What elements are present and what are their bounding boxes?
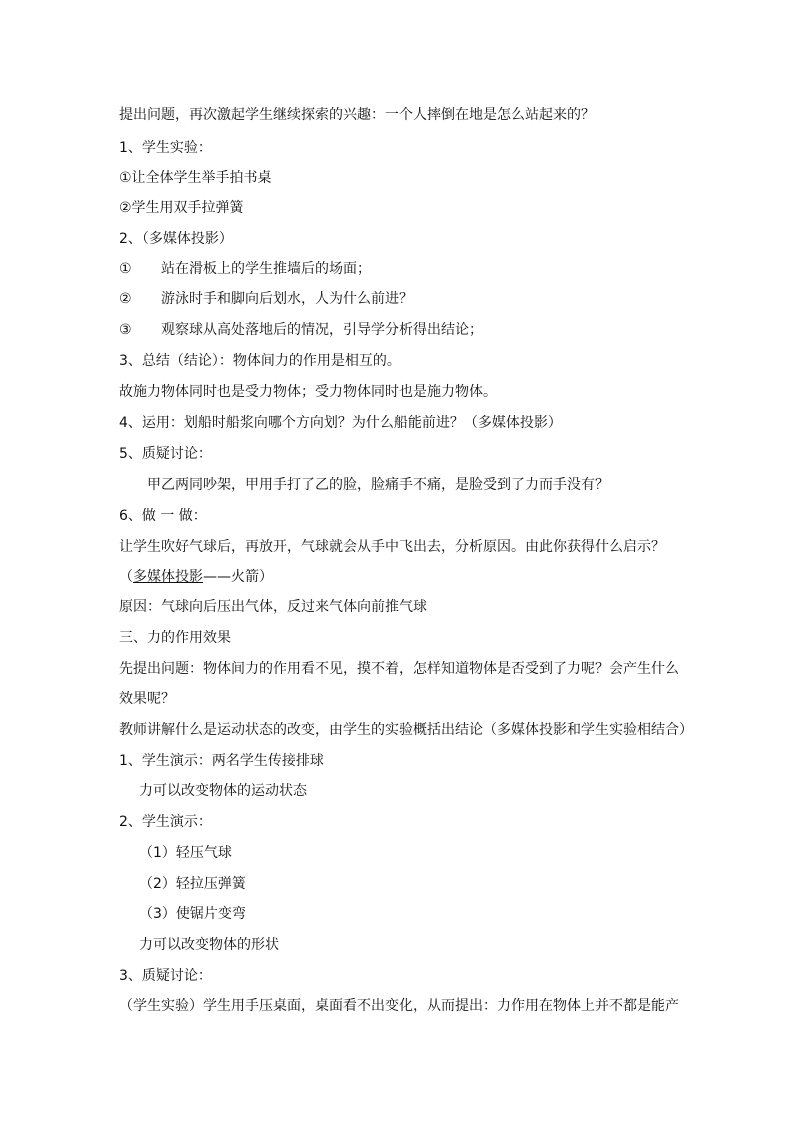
demo-2-conclusion: 力可以改变物体的形状	[139, 937, 279, 953]
item-5-discussion: 5、质疑讨论：	[119, 446, 212, 462]
demo-2-step-1: （1）轻压气球	[139, 845, 232, 861]
item-1-student-experiment: 1、学生实验：	[119, 140, 212, 156]
projection-item-2-text: 游泳时手和脚向后划水，人为什么前进？	[161, 291, 413, 307]
note-underlined-text: 多媒体投影	[133, 569, 203, 585]
note-open-paren: （	[119, 569, 133, 585]
projection-item-3	[119, 320, 483, 340]
conclusion-detail: 故施力物体同时也是受力物体；受力物体同时也是施力物体。	[119, 384, 497, 400]
projection-item-2	[119, 289, 413, 309]
teacher-explanation: 教师讲解什么是运动状态的改变，由学生的实验概括出结论（多媒体投影和学生实验相结合）	[119, 722, 693, 738]
projection-item-1-text: 站在滑板上的学生推墙后的场面；	[161, 261, 371, 277]
demo-2: 2、学生演示：	[119, 814, 212, 830]
item-2-multimedia: 2、（多媒体投影）	[119, 231, 233, 247]
section-3-question-cont: 效果呢？	[119, 691, 175, 707]
note-rest: ——火箭）	[203, 569, 273, 585]
discussion-text: 甲乙两同吵架，甲用手打了乙的脸，脸痛手不痛，是脸受到了力而手没有？	[147, 477, 609, 493]
item-6-try-it: 6、做 一 做：	[119, 508, 207, 524]
section-3-question: 先提出问题：物体间力的作用看不见，摸不着，怎样知道物体是否受到了力呢？会产生什么	[119, 661, 679, 677]
student-experiment-text: （学生实验）学生用手压桌面，桌面看不出变化，从而提出：力作用在物体上并不都是能产	[119, 998, 679, 1014]
multimedia-rocket-note	[119, 567, 273, 587]
demo-1-conclusion: 力可以改变物体的运动状态	[139, 783, 307, 799]
projection-item-1-number: ①	[119, 261, 132, 277]
demo-2-step-2: （2）轻拉压弹簧	[139, 876, 246, 892]
demo-2-step-3: （3）使锯片变弯	[139, 906, 246, 922]
item-3-discussion: 3、质疑讨论：	[119, 968, 212, 984]
projection-item-3-text: 观察球从高处落地后的情况，引导学分析得出结论；	[161, 322, 483, 338]
reason-text: 原因：气球向后压出气体，反过来气体向前推气球	[119, 599, 427, 615]
item-3-conclusion: 3、总结（结论）：物体间力的作用是相互的。	[119, 353, 401, 369]
projection-item-1	[119, 259, 371, 279]
projection-item-3-number: ③	[119, 322, 132, 338]
balloon-activity: 让学生吹好气球后，再放开，气球就会从手中飞出去，分析原因。由此你获得什么启示？	[119, 539, 665, 555]
paragraph-intro-question: 提出问题，再次激起学生继续探索的兴趣：一个人摔倒在地是怎么站起来的？	[119, 107, 595, 123]
item-4-application: 4、运用：划船时船浆向哪个方向划？为什么船能前进？（多媒体投影）	[119, 415, 562, 431]
demo-1: 1、学生演示：两名学生传接排球	[119, 753, 324, 769]
sub-item-1: ①让全体学生举手拍书桌	[119, 170, 272, 186]
sub-item-2: ②学生用双手拉弹簧	[119, 200, 244, 216]
section-3-heading: 三、力的作用效果	[119, 630, 231, 646]
projection-item-2-number: ②	[119, 291, 132, 307]
